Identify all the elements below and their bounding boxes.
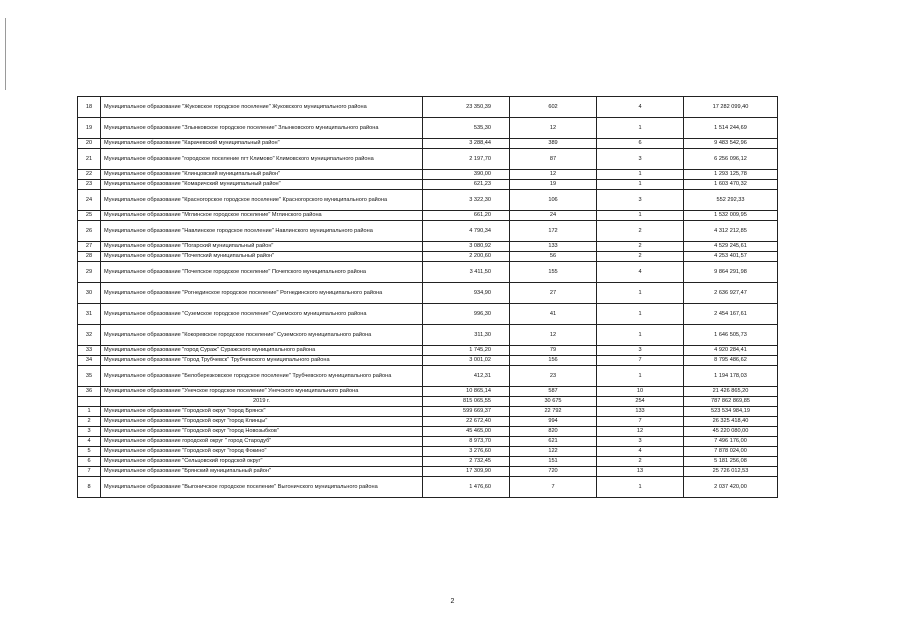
amount-cell: 4 253 401,57 <box>684 252 778 262</box>
amount-cell: 7 878 024,00 <box>684 447 778 457</box>
amount-cell: 9 483 542,96 <box>684 139 778 149</box>
count-cell: 3 <box>597 437 684 447</box>
area-cell: 45 465,00 <box>423 427 510 437</box>
table-row <box>78 457 778 467</box>
municipality-name-cell: Муниципальное образование городской округ " город Стародуб" <box>101 437 423 447</box>
row-number-cell: 21 <box>78 149 101 170</box>
table-row <box>78 170 778 180</box>
count-cell: 3 <box>597 190 684 211</box>
table-row <box>78 407 778 417</box>
table-row <box>78 139 778 149</box>
population-cell: 389 <box>510 139 597 149</box>
table-total-row <box>78 397 778 407</box>
area-cell: 1 476,60 <box>423 477 510 498</box>
area-cell: 996,30 <box>423 304 510 325</box>
amount-cell: 2 037 420,00 <box>684 477 778 498</box>
municipality-name-cell: Муниципальное образование "Погарский муниципальный район" <box>101 242 423 252</box>
table-row <box>78 304 778 325</box>
count-cell: 2 <box>597 252 684 262</box>
table-row <box>78 467 778 477</box>
table-row <box>78 356 778 366</box>
population-cell: 7 <box>510 477 597 498</box>
row-number-cell: 36 <box>78 387 101 397</box>
population-cell: 820 <box>510 427 597 437</box>
page-number: 2 <box>450 598 455 605</box>
amount-cell: 2 636 927,47 <box>684 283 778 304</box>
area-cell: 23 350,39 <box>423 97 510 118</box>
row-number-cell: 30 <box>78 283 101 304</box>
table-row <box>78 180 778 190</box>
population-cell: 155 <box>510 262 597 283</box>
amount-cell: 1 646 505,73 <box>684 325 778 346</box>
municipality-name-cell: Муниципальное образование "Злынковское городское поселение" Злынковского муниципального района <box>101 118 423 139</box>
table-row <box>78 366 778 387</box>
population-cell: 24 <box>510 211 597 221</box>
population-cell: 12 <box>510 325 597 346</box>
area-cell: 22 672,40 <box>423 417 510 427</box>
population-cell: 87 <box>510 149 597 170</box>
row-number-cell: 35 <box>78 366 101 387</box>
row-number-cell: 31 <box>78 304 101 325</box>
table-row <box>78 97 778 118</box>
table-row <box>78 118 778 139</box>
amount-cell: 1 293 125,78 <box>684 170 778 180</box>
municipality-name-cell: 2019 г. <box>101 397 423 407</box>
table-row <box>78 346 778 356</box>
population-cell: 41 <box>510 304 597 325</box>
population-cell: 23 <box>510 366 597 387</box>
count-cell: 133 <box>597 407 684 417</box>
count-cell: 1 <box>597 180 684 190</box>
area-cell: 390,00 <box>423 170 510 180</box>
population-cell: 602 <box>510 97 597 118</box>
count-cell: 12 <box>597 427 684 437</box>
row-number-cell: 7 <box>78 467 101 477</box>
area-cell: 2 200,60 <box>423 252 510 262</box>
amount-cell: 25 726 012,53 <box>684 467 778 477</box>
row-number-cell: 26 <box>78 221 101 242</box>
data-table-container <box>77 96 777 498</box>
count-cell: 2 <box>597 221 684 242</box>
row-number-cell: 6 <box>78 457 101 467</box>
table-row <box>78 149 778 170</box>
amount-cell: 1 532 009,95 <box>684 211 778 221</box>
population-cell: 621 <box>510 437 597 447</box>
row-number-cell: 34 <box>78 356 101 366</box>
count-cell: 6 <box>597 139 684 149</box>
area-cell: 3 080,92 <box>423 242 510 252</box>
row-number-cell: 27 <box>78 242 101 252</box>
table-row <box>78 427 778 437</box>
amount-cell: 4 312 212,85 <box>684 221 778 242</box>
count-cell: 10 <box>597 387 684 397</box>
municipality-name-cell: Муниципальное образование "Жуковское городское поселение" Жуковского муниципального района <box>101 97 423 118</box>
area-cell: 815 065,55 <box>423 397 510 407</box>
row-number-cell: 23 <box>78 180 101 190</box>
row-number-cell: 28 <box>78 252 101 262</box>
municipality-name-cell: Муниципальное образование "Город Трубчевск" Трубчевского муниципального района <box>101 356 423 366</box>
amount-cell: 1 514 244,69 <box>684 118 778 139</box>
row-number-cell: 8 <box>78 477 101 498</box>
area-cell: 311,30 <box>423 325 510 346</box>
municipality-name-cell: Муниципальное образование "Унечское городское поселение" Унечского муниципального района <box>101 387 423 397</box>
population-cell: 720 <box>510 467 597 477</box>
area-cell: 535,30 <box>423 118 510 139</box>
municipality-name-cell: Муниципальное образование "Городской округ "город Брянск" <box>101 407 423 417</box>
count-cell: 1 <box>597 325 684 346</box>
area-cell: 599 669,37 <box>423 407 510 417</box>
population-cell: 30 675 <box>510 397 597 407</box>
amount-cell: 4 529 245,61 <box>684 242 778 252</box>
municipality-name-cell: Муниципальное образование "Комаричский муниципальный район" <box>101 180 423 190</box>
amount-cell: 523 534 984,19 <box>684 407 778 417</box>
population-cell: 12 <box>510 170 597 180</box>
table-row <box>78 437 778 447</box>
population-cell: 56 <box>510 252 597 262</box>
table-row <box>78 477 778 498</box>
area-cell: 10 865,14 <box>423 387 510 397</box>
count-cell: 1 <box>597 477 684 498</box>
area-cell: 2 197,70 <box>423 149 510 170</box>
area-cell: 934,90 <box>423 283 510 304</box>
table-body <box>78 97 778 498</box>
row-number-cell: 19 <box>78 118 101 139</box>
count-cell: 4 <box>597 262 684 283</box>
row-number-cell: 20 <box>78 139 101 149</box>
population-cell: 122 <box>510 447 597 457</box>
amount-cell: 9 864 291,98 <box>684 262 778 283</box>
count-cell: 3 <box>597 346 684 356</box>
population-cell: 156 <box>510 356 597 366</box>
table-row <box>78 283 778 304</box>
count-cell: 4 <box>597 97 684 118</box>
row-number-cell: 5 <box>78 447 101 457</box>
municipality-name-cell: Муниципальное образование "Клинцовский муниципальный район" <box>101 170 423 180</box>
count-cell: 1 <box>597 211 684 221</box>
row-number-cell: 32 <box>78 325 101 346</box>
count-cell: 1 <box>597 170 684 180</box>
municipality-name-cell: Муниципальное образование "Городской округ "город Клинцы" <box>101 417 423 427</box>
table-row <box>78 190 778 211</box>
row-number-cell: 4 <box>78 437 101 447</box>
row-number-cell: 25 <box>78 211 101 221</box>
data-table <box>77 96 778 498</box>
table-row <box>78 417 778 427</box>
population-cell: 133 <box>510 242 597 252</box>
municipality-name-cell: Муниципальное образование "Навлинское городское поселение" Навлинского муниципального района <box>101 221 423 242</box>
population-cell: 19 <box>510 180 597 190</box>
population-cell: 79 <box>510 346 597 356</box>
table-row <box>78 447 778 457</box>
municipality-name-cell: Муниципальное образование "Красногорское городское поселение" Красногорского муниципального района <box>101 190 423 211</box>
count-cell: 3 <box>597 149 684 170</box>
population-cell: 994 <box>510 417 597 427</box>
count-cell: 7 <box>597 417 684 427</box>
area-cell: 621,23 <box>423 180 510 190</box>
municipality-name-cell: Муниципальное образование "Карачевский муниципальный район" <box>101 139 423 149</box>
area-cell: 3 288,44 <box>423 139 510 149</box>
row-number-cell: 29 <box>78 262 101 283</box>
area-cell: 3 001,02 <box>423 356 510 366</box>
population-cell: 12 <box>510 118 597 139</box>
table-row <box>78 221 778 242</box>
amount-cell: 21 426 865,20 <box>684 387 778 397</box>
municipality-name-cell: Муниципальное образование "город Сураж" Суражского муниципального района <box>101 346 423 356</box>
municipality-name-cell: Муниципальное образование "Почепский муниципальный район" <box>101 252 423 262</box>
table-row <box>78 325 778 346</box>
amount-cell: 5 181 256,08 <box>684 457 778 467</box>
municipality-name-cell: Муниципальное образование "Рогнединское городское поселение" Рогнединского муниципального района <box>101 283 423 304</box>
amount-cell: 45 220 080,00 <box>684 427 778 437</box>
scan-edge-mark <box>5 18 6 90</box>
count-cell: 254 <box>597 397 684 407</box>
area-cell: 8 973,70 <box>423 437 510 447</box>
count-cell: 1 <box>597 283 684 304</box>
row-number-cell: 1 <box>78 407 101 417</box>
municipality-name-cell: Муниципальное образование "Мглинское городское поселение" Мглинского района <box>101 211 423 221</box>
amount-cell: 1 603 470,32 <box>684 180 778 190</box>
municipality-name-cell: Муниципальное образование "Городской округ "город Фокино" <box>101 447 423 457</box>
population-cell: 151 <box>510 457 597 467</box>
row-number-cell: 24 <box>78 190 101 211</box>
count-cell: 2 <box>597 457 684 467</box>
table-row <box>78 252 778 262</box>
amount-cell: 4 920 284,41 <box>684 346 778 356</box>
area-cell: 3 411,50 <box>423 262 510 283</box>
area-cell: 4 790,34 <box>423 221 510 242</box>
amount-cell: 787 862 869,85 <box>684 397 778 407</box>
municipality-name-cell: Муниципальное образование "Брянский муниципальный район" <box>101 467 423 477</box>
count-cell: 1 <box>597 366 684 387</box>
population-cell: 27 <box>510 283 597 304</box>
municipality-name-cell: Муниципальное образование "Сельцовский городской округ" <box>101 457 423 467</box>
population-cell: 22 792 <box>510 407 597 417</box>
population-cell: 172 <box>510 221 597 242</box>
count-cell: 2 <box>597 242 684 252</box>
area-cell: 3 276,60 <box>423 447 510 457</box>
amount-cell: 552 292,33 <box>684 190 778 211</box>
amount-cell: 1 194 178,03 <box>684 366 778 387</box>
count-cell: 1 <box>597 118 684 139</box>
municipality-name-cell: Муниципальное образование "Суземское городское поселение" Суземского муниципального района <box>101 304 423 325</box>
municipality-name-cell: Муниципальное образование "Кокоревское городское поселение" Суземского муниципального района <box>101 325 423 346</box>
municipality-name-cell: Муниципальное образование "Выгоничское городское поселение" Выгоничского муниципального района <box>101 477 423 498</box>
table-row <box>78 242 778 252</box>
population-cell: 106 <box>510 190 597 211</box>
count-cell: 4 <box>597 447 684 457</box>
municipality-name-cell: Муниципальное образование "городское поселение пгт Климово" Климовского муниципального района <box>101 149 423 170</box>
area-cell: 661,20 <box>423 211 510 221</box>
row-number-cell <box>78 397 101 407</box>
amount-cell: 6 256 096,12 <box>684 149 778 170</box>
table-row <box>78 387 778 397</box>
area-cell: 17 309,90 <box>423 467 510 477</box>
row-number-cell: 22 <box>78 170 101 180</box>
amount-cell: 8 795 486,62 <box>684 356 778 366</box>
amount-cell: 2 454 167,61 <box>684 304 778 325</box>
area-cell: 3 322,30 <box>423 190 510 211</box>
count-cell: 13 <box>597 467 684 477</box>
area-cell: 412,31 <box>423 366 510 387</box>
count-cell: 1 <box>597 304 684 325</box>
row-number-cell: 33 <box>78 346 101 356</box>
row-number-cell: 2 <box>78 417 101 427</box>
amount-cell: 26 325 418,40 <box>684 417 778 427</box>
row-number-cell: 3 <box>78 427 101 437</box>
row-number-cell: 18 <box>78 97 101 118</box>
table-row <box>78 262 778 283</box>
population-cell: 587 <box>510 387 597 397</box>
municipality-name-cell: Муниципальное образование "Белоберезковское городское поселение" Трубчевского муниципального района <box>101 366 423 387</box>
municipality-name-cell: Муниципальное образование "Городской округ "город Новозыбков" <box>101 427 423 437</box>
amount-cell: 17 282 099,40 <box>684 97 778 118</box>
amount-cell: 7 496 176,00 <box>684 437 778 447</box>
area-cell: 1 745,20 <box>423 346 510 356</box>
municipality-name-cell: Муниципальное образование "Почепское городское поселение" Почепского муниципального района <box>101 262 423 283</box>
table-row <box>78 211 778 221</box>
area-cell: 2 732,45 <box>423 457 510 467</box>
count-cell: 7 <box>597 356 684 366</box>
